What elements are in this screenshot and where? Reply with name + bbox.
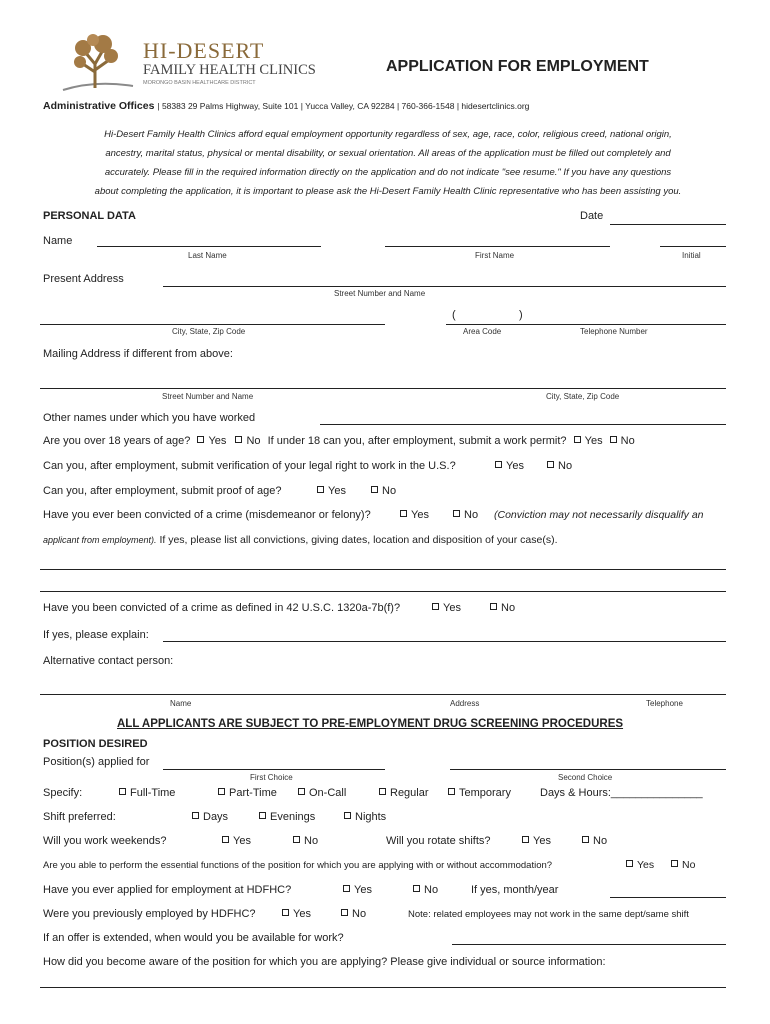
- yes-label: Yes: [411, 509, 429, 521]
- personal-data-heading: PERSONAL DATA: [43, 210, 136, 222]
- checkbox-icon: [413, 885, 420, 892]
- alt-telephone-caption: Telephone: [646, 699, 683, 708]
- q-available-date: If an offer is extended, when would you be available for work?: [43, 932, 344, 944]
- part-time-label: Part-Time: [229, 787, 277, 799]
- eeo-line-3: accurately. Please fill in the required information directly on the application and do not indicate "see resume." If you have any questions: [104, 167, 672, 178]
- explain-field[interactable]: [163, 641, 726, 642]
- checkbox-icon: [522, 836, 529, 843]
- q-weekends: Will you work weekends?: [43, 835, 167, 847]
- admin-offices-info: | 58383 29 Palms Highway, Suite 101 | Yucca Valley, CA 92284 | 760-366-1548 | hidesertclinics.org: [157, 101, 530, 111]
- yes-label: Yes: [293, 908, 311, 920]
- other-names-label: Other names under which you have worked: [43, 412, 256, 424]
- checkbox-icon: [282, 909, 289, 916]
- checkbox-icon: [343, 885, 350, 892]
- no-label: No: [620, 435, 635, 447]
- eeo-statement: [43, 125, 733, 201]
- days-label: Days: [203, 811, 229, 823]
- checkbox-icon: [671, 860, 678, 867]
- essential-no[interactable]: [671, 859, 695, 871]
- document-title: APPLICATION FOR EMPLOYMENT: [386, 58, 649, 75]
- legal-right-no[interactable]: [547, 460, 572, 472]
- convictions-field-1[interactable]: [40, 569, 726, 570]
- checkbox-icon: [582, 836, 589, 843]
- checkbox-icon: [218, 788, 225, 795]
- city-state-zip-field[interactable]: [40, 324, 385, 325]
- first-name-caption: First Name: [475, 251, 515, 260]
- relatives-note: Note: related employees may not work in the same dept/same shift: [408, 909, 689, 920]
- area-code-paren-open: (: [452, 309, 456, 321]
- shift-days-option[interactable]: [192, 811, 228, 823]
- usc-no[interactable]: [490, 602, 515, 614]
- weekends-no[interactable]: [293, 835, 318, 847]
- usc-yes[interactable]: [432, 602, 461, 614]
- over-18-no[interactable]: [235, 435, 260, 447]
- month-year-label: If yes, month/year: [471, 884, 559, 896]
- no-label: No: [304, 835, 319, 847]
- prev-employed-no[interactable]: [341, 908, 366, 920]
- on-call-label: On-Call: [309, 787, 347, 799]
- telephone-number-caption: Telephone Number: [580, 327, 648, 336]
- yes-label: Yes: [533, 835, 551, 847]
- last-name-field[interactable]: [97, 246, 321, 247]
- applied-before-yes[interactable]: [343, 884, 372, 896]
- q-proof-of-age: Can you, after employment, submit proof of age?: [43, 485, 282, 497]
- street-caption: Street Number and Name: [334, 289, 426, 298]
- q-convicted: Have you ever been convicted of a crime (misdemeanor or felony)?: [43, 509, 371, 521]
- regular-option[interactable]: [379, 787, 429, 799]
- checkbox-icon: [344, 812, 351, 819]
- legal-right-yes[interactable]: [495, 460, 524, 472]
- other-names-field[interactable]: [320, 424, 726, 425]
- yes-label: Yes: [233, 835, 251, 847]
- checkbox-icon: [574, 436, 581, 443]
- q-work-permit: If under 18 can you, after employment, submit a work permit?: [267, 435, 567, 447]
- checkbox-icon: [448, 788, 455, 795]
- source-info-field[interactable]: [40, 987, 726, 988]
- q-essential-functions: Are you able to perform the essential functions of the position for which you are applying with or without accommodation?: [43, 860, 553, 871]
- area-code-paren-close: ): [519, 309, 523, 321]
- yes-label: Yes: [443, 602, 461, 614]
- available-date-field[interactable]: [452, 944, 726, 945]
- date-field[interactable]: [610, 224, 726, 225]
- list-convictions-label: If yes, please list all convictions, giving dates, location and disposition of your case(s).: [159, 534, 558, 546]
- shift-nights-option[interactable]: [344, 811, 386, 823]
- specify-label: Specify:: [43, 787, 83, 799]
- checkbox-icon: [192, 812, 199, 819]
- no-label: No: [682, 859, 696, 871]
- first-choice-caption: First Choice: [250, 773, 293, 782]
- temporary-option[interactable]: [448, 787, 511, 799]
- org-tagline: MORONGO BASIN HEALTHCARE DISTRICT: [143, 80, 256, 86]
- essential-yes[interactable]: [626, 859, 654, 871]
- last-name-caption: Last Name: [188, 251, 227, 260]
- q-previously-employed: Were you previously employed by HDFHC?: [43, 908, 256, 920]
- yes-label: Yes: [584, 435, 603, 447]
- name-label: Name: [43, 235, 73, 247]
- checkbox-icon: [259, 812, 266, 819]
- q-source-info: How did you become aware of the position for which you are applying? Please give individual or source information:: [43, 956, 606, 968]
- admin-offices-label: Administrative Offices: [43, 100, 155, 112]
- no-label: No: [558, 460, 573, 472]
- conviction-note: (Conviction may not necessarily disqualify an: [494, 509, 704, 521]
- alt-address-caption: Address: [450, 699, 480, 708]
- mailing-city-caption: City, State, Zip Code: [546, 392, 620, 401]
- date-label: Date: [580, 210, 604, 222]
- no-label: No: [464, 509, 479, 521]
- drug-screening-notice: ALL APPLICANTS ARE SUBJECT TO PRE-EMPLOYMENT DRUG SCREENING PROCEDURES: [117, 718, 624, 730]
- on-call-option[interactable]: [298, 787, 346, 799]
- checkbox-icon: [379, 788, 386, 795]
- rotate-no[interactable]: [582, 835, 607, 847]
- q-usc-conviction: Have you been convicted of a crime as defined in 42 U.S.C. 1320a-7b(f)?: [43, 602, 401, 614]
- checkbox-icon: [293, 836, 300, 843]
- alt-contact-field[interactable]: [40, 694, 726, 695]
- part-time-option[interactable]: [218, 787, 277, 799]
- work-permit-yes[interactable]: [574, 435, 603, 447]
- proof-age-no[interactable]: [371, 485, 396, 497]
- q-over-18: Are you over 18 years of age?: [43, 435, 191, 447]
- org-name-primary: HI-DESERT: [143, 38, 265, 63]
- q-applied-before: Have you ever applied for employment at HDFHC?: [43, 884, 292, 896]
- no-label: No: [593, 835, 608, 847]
- area-code-caption: Area Code: [463, 327, 502, 336]
- yes-label: Yes: [506, 460, 524, 472]
- convictions-field-2[interactable]: [40, 591, 726, 592]
- prev-employed-yes[interactable]: [282, 908, 311, 920]
- yes-label: Yes: [637, 859, 655, 871]
- alt-name-caption: Name: [170, 699, 192, 708]
- yes-label: Yes: [328, 485, 346, 497]
- yes-label: Yes: [354, 884, 372, 896]
- over-18-yes[interactable]: [197, 435, 226, 447]
- shift-evenings-option[interactable]: [259, 811, 315, 823]
- positions-applied-label: Position(s) applied for: [43, 756, 150, 768]
- month-year-field[interactable]: [610, 897, 726, 898]
- no-label: No: [424, 884, 439, 896]
- convicted-no[interactable]: [453, 509, 478, 521]
- checkbox-icon: [222, 836, 229, 843]
- city-state-zip-caption: City, State, Zip Code: [172, 327, 246, 336]
- explain-label: If yes, please explain:: [43, 629, 149, 641]
- initial-field[interactable]: [660, 246, 726, 247]
- position-desired-heading: POSITION DESIRED: [43, 738, 148, 750]
- work-permit-no[interactable]: [610, 435, 635, 447]
- no-label: No: [382, 485, 397, 497]
- full-time-option[interactable]: [119, 787, 175, 799]
- conviction-note-cont: applicant from employment).: [43, 535, 157, 545]
- rotate-yes[interactable]: [522, 835, 551, 847]
- checkbox-icon: [432, 603, 439, 610]
- shift-preferred-label: Shift preferred:: [43, 811, 116, 823]
- checkbox-icon: [495, 461, 502, 468]
- nights-label: Nights: [355, 811, 387, 823]
- mailing-address-field[interactable]: [40, 388, 726, 389]
- checkbox-icon: [490, 603, 497, 610]
- checkbox-icon: [400, 510, 407, 517]
- checkbox-icon: [197, 436, 204, 443]
- eeo-line-4: about completing the application, it is important to please ask the Hi-Desert Family Health Clinic representative who has been assisting you.: [94, 186, 682, 197]
- no-label: No: [246, 435, 261, 447]
- mailing-address-label: Mailing Address if different from above:: [43, 348, 233, 360]
- first-choice-field[interactable]: [163, 769, 385, 770]
- no-label: No: [501, 602, 516, 614]
- present-address-label: Present Address: [43, 273, 124, 285]
- checkbox-icon: [341, 909, 348, 916]
- checkbox-icon: [119, 788, 126, 795]
- regular-label: Regular: [390, 787, 429, 799]
- weekends-yes[interactable]: [222, 835, 251, 847]
- mailing-street-caption: Street Number and Name: [162, 392, 254, 401]
- q-legal-right: Can you, after employment, submit verification of your legal right to work in the U.S.?: [43, 460, 456, 472]
- q-rotate-shifts: Will you rotate shifts?: [386, 835, 491, 847]
- no-label: No: [352, 908, 367, 920]
- joshua-tree-icon: [55, 26, 135, 98]
- eeo-line-2: ancestry, marital status, physical or mental disability, or sexual orientation. All areas of the application must be filled out completely and: [105, 148, 671, 159]
- checkbox-icon: [626, 860, 633, 867]
- days-hours-field[interactable]: Days & Hours:_______________: [540, 787, 703, 799]
- yes-label: Yes: [208, 435, 227, 447]
- present-street-field[interactable]: [163, 286, 726, 287]
- temporary-label: Temporary: [459, 787, 511, 799]
- evenings-label: Evenings: [270, 811, 316, 823]
- checkbox-icon: [371, 486, 378, 493]
- proof-age-yes[interactable]: [317, 485, 346, 497]
- full-time-label: Full-Time: [130, 787, 176, 799]
- eeo-line-1: Hi-Desert Family Health Clinics afford equal employment opportunity regardless of sex, age, race, color, religious creed, national origin,: [104, 129, 672, 140]
- telephone-field[interactable]: [446, 324, 726, 325]
- second-choice-field[interactable]: [450, 769, 726, 770]
- checkbox-icon: [235, 436, 242, 443]
- checkbox-icon: [547, 461, 554, 468]
- applied-before-no[interactable]: [413, 884, 438, 896]
- convicted-yes[interactable]: [400, 509, 429, 521]
- initial-caption: Initial: [682, 251, 701, 260]
- checkbox-icon: [298, 788, 305, 795]
- checkbox-icon: [317, 486, 324, 493]
- org-name-secondary: FAMILY HEALTH CLINICS: [143, 62, 316, 78]
- clinic-logo: [55, 26, 335, 98]
- second-choice-caption: Second Choice: [558, 773, 613, 782]
- checkbox-icon: [610, 436, 617, 443]
- alt-contact-label: Alternative contact person:: [43, 655, 174, 667]
- checkbox-icon: [453, 510, 460, 517]
- first-name-field[interactable]: [385, 246, 610, 247]
